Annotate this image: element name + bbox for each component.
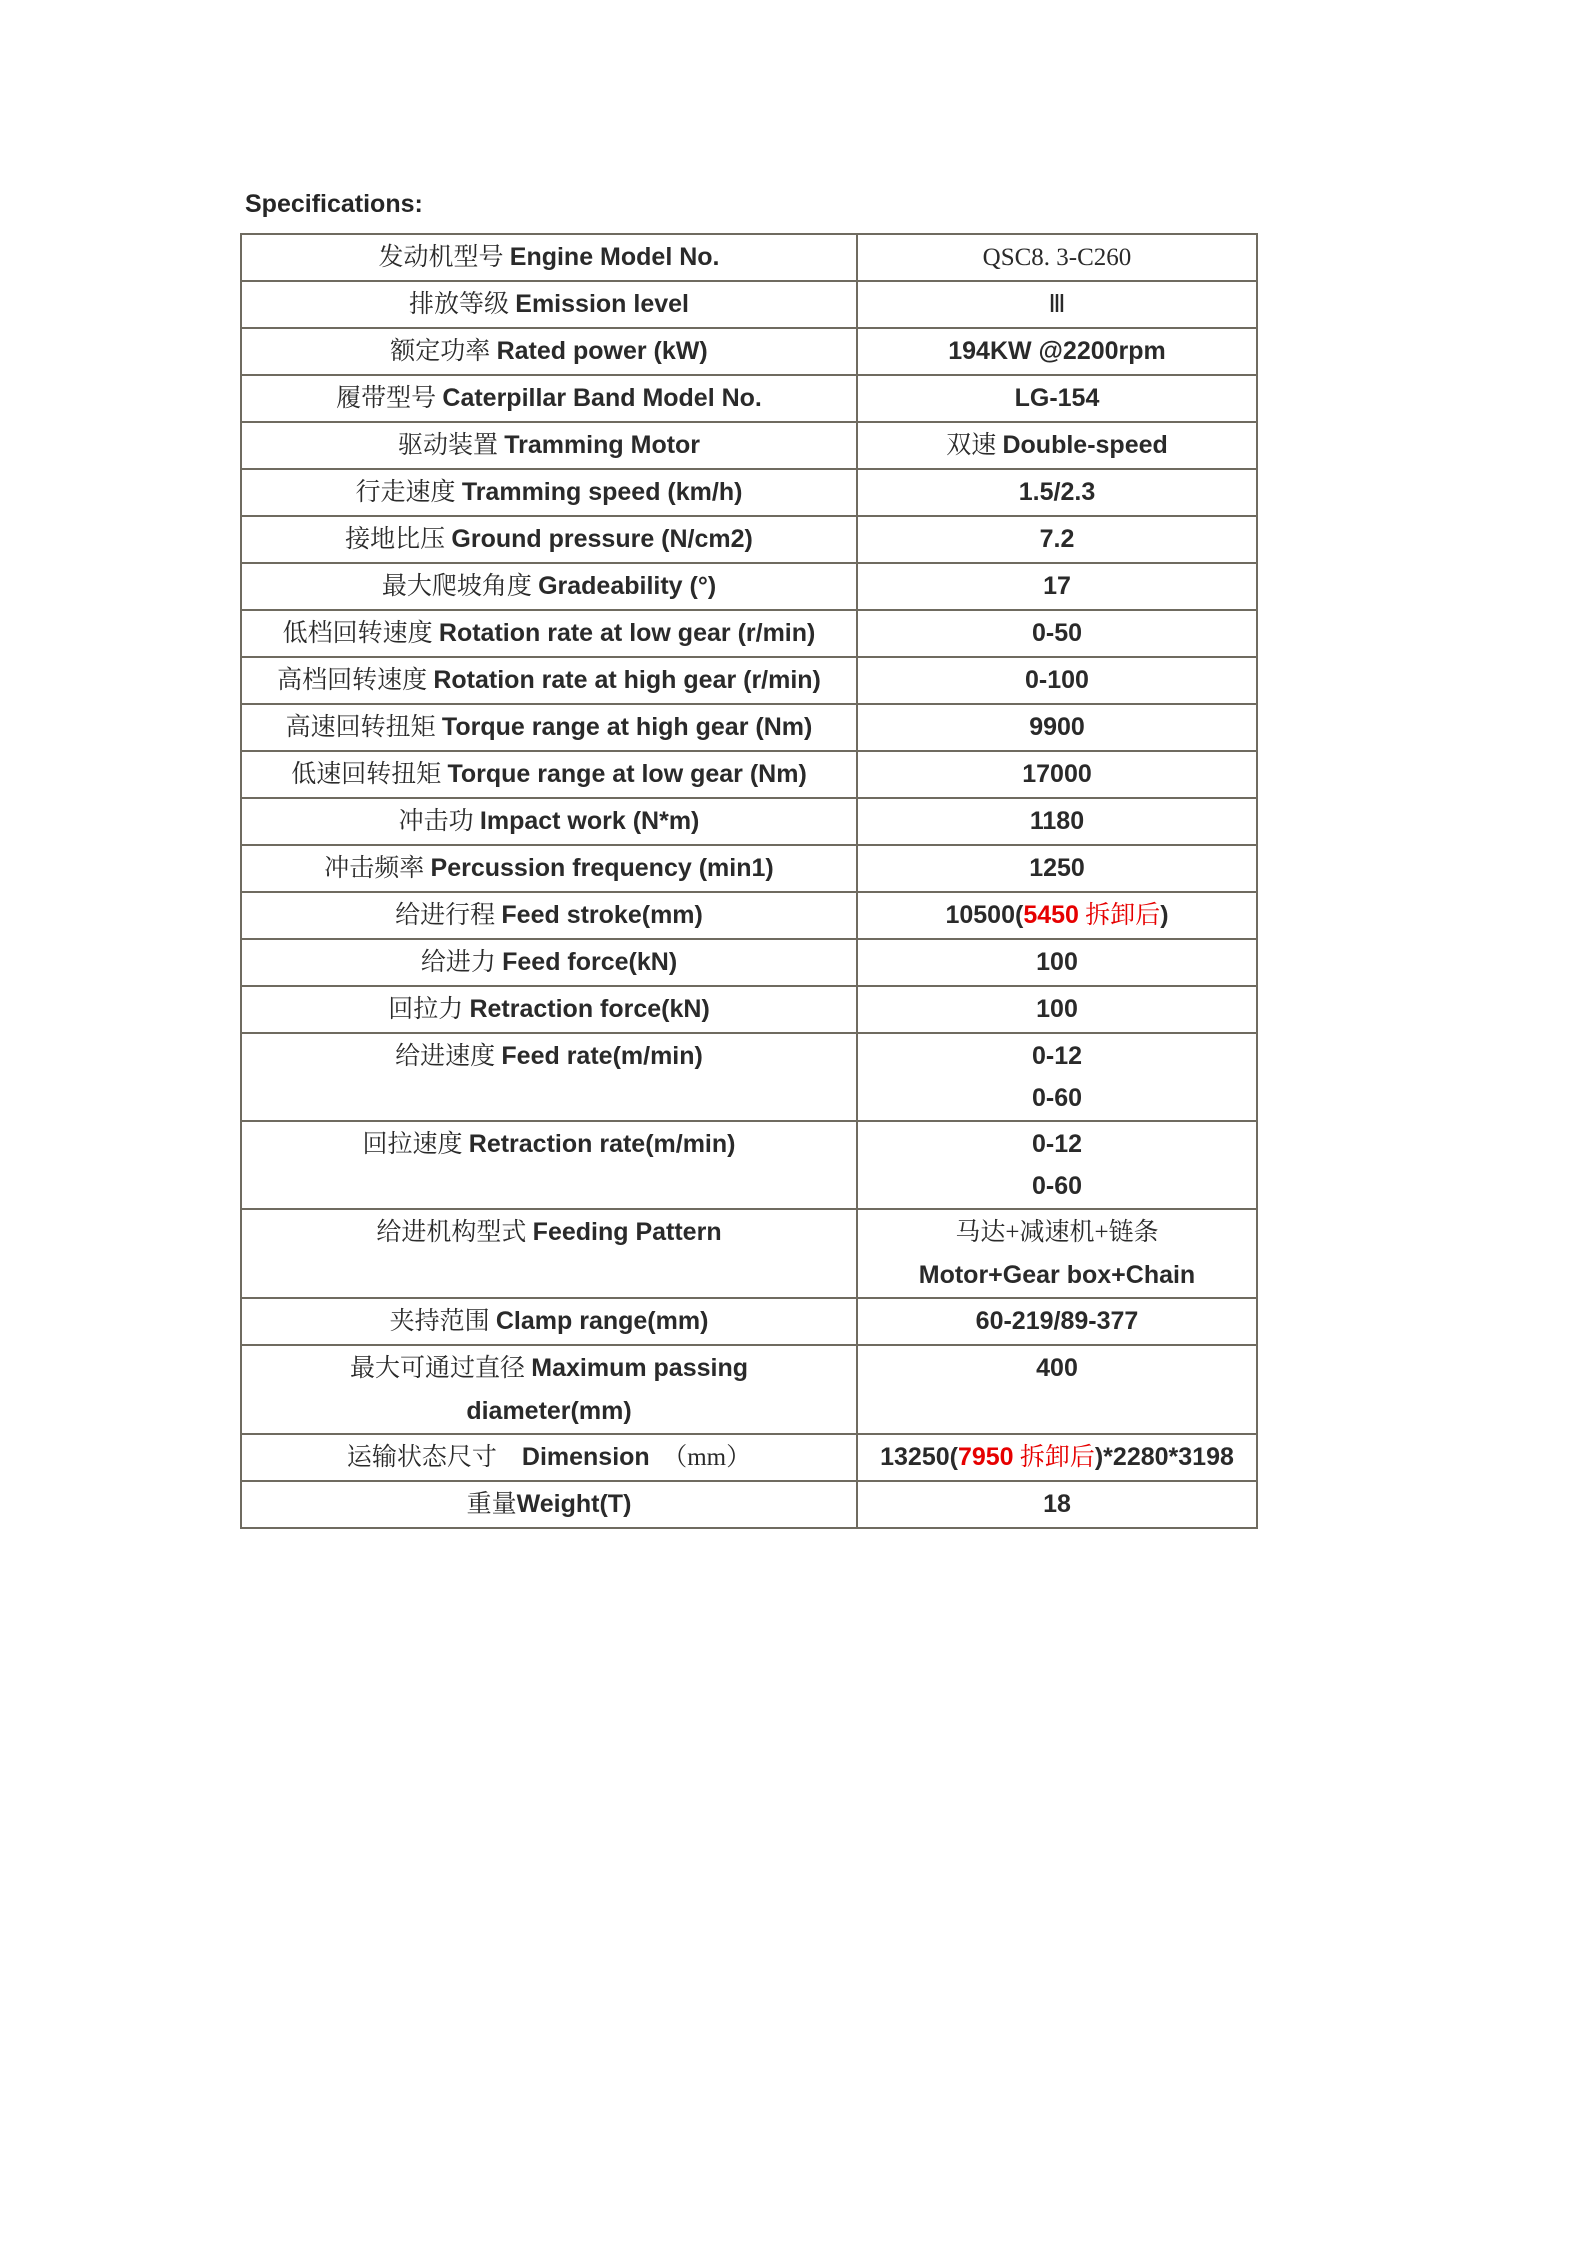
cell-line <box>244 1436 854 1479</box>
text-segment: 高速回转扭矩 <box>285 714 442 741</box>
cell-line <box>860 1300 1254 1342</box>
text-segment: Torque range at high gear (Nm) <box>441 713 813 741</box>
text-segment: Rotation rate at low gear (r/min) <box>438 619 816 647</box>
cell-line <box>860 988 1254 1030</box>
text-segment: 17 <box>1043 572 1071 600</box>
text-segment: Engine Model No. <box>509 243 720 271</box>
cell-line <box>860 424 1254 467</box>
text-segment: 低速回转扭矩 <box>291 761 448 788</box>
text-segment: 100 <box>1036 948 1078 976</box>
text-segment: （mm） <box>649 1444 752 1471</box>
text-segment: Feeding Pattern <box>532 1218 722 1246</box>
cell-line <box>860 1483 1254 1525</box>
cell-line <box>860 1077 1254 1119</box>
spec-value-cell <box>857 1345 1257 1434</box>
table-row <box>241 1121 1257 1209</box>
spec-label-cell <box>241 1209 857 1298</box>
spec-label-cell <box>241 234 857 281</box>
table-row <box>241 563 1257 610</box>
text-segment: Clamp range(mm) <box>495 1307 709 1335</box>
cell-line <box>860 753 1254 795</box>
spec-value-cell <box>857 1481 1257 1528</box>
spec-label-cell <box>241 845 857 892</box>
text-segment: Torque range at low gear (Nm) <box>447 760 807 788</box>
cell-line <box>860 659 1254 701</box>
spec-label-cell <box>241 1033 857 1121</box>
spec-value-cell <box>857 892 1257 939</box>
text-segment: 18 <box>1043 1490 1071 1518</box>
cell-line <box>244 988 854 1031</box>
table-row <box>241 1298 1257 1345</box>
text-segment: 拆卸后 <box>1078 902 1161 929</box>
text-segment: Percussion frequency (min1) <box>430 854 774 882</box>
spec-value-cell <box>857 375 1257 422</box>
text-segment: 回拉力 <box>388 996 470 1023</box>
cell-line <box>860 1436 1254 1479</box>
spec-value-cell <box>857 1434 1257 1481</box>
cell-line <box>860 471 1254 513</box>
text-segment: 夹持范围 <box>389 1308 496 1335</box>
spec-value-cell <box>857 234 1257 281</box>
text-segment: 发动机型号 <box>378 244 510 271</box>
cell-line <box>244 612 854 655</box>
text-segment: Maximum passing <box>531 1354 748 1382</box>
text-segment: 7950 <box>957 1443 1014 1471</box>
spec-table-body <box>241 234 1257 1528</box>
cell-line <box>860 518 1254 560</box>
text-segment: Ground pressure (N/cm2) <box>451 525 753 553</box>
spec-label-cell <box>241 751 857 798</box>
table-row <box>241 469 1257 516</box>
table-row <box>241 422 1257 469</box>
spec-value-cell <box>857 845 1257 892</box>
spec-label-cell <box>241 1481 857 1528</box>
cell-line <box>244 706 854 749</box>
text-segment: 最大可通过直径 <box>350 1355 532 1382</box>
text-segment: Motor+Gear box+Chain <box>918 1261 1196 1289</box>
cell-line <box>244 424 854 467</box>
text-segment: 排放等级 <box>409 291 516 318</box>
text-segment: Tramming Motor <box>504 431 701 459</box>
cell-line <box>244 1211 854 1254</box>
cell-line <box>860 283 1254 326</box>
text-segment: Feed force(kN) <box>502 948 678 976</box>
cell-line <box>244 518 854 561</box>
text-segment: 0-60 <box>1031 1172 1083 1200</box>
spec-value-cell <box>857 1033 1257 1121</box>
text-segment: 1250 <box>1029 854 1085 882</box>
cell-line <box>244 236 854 279</box>
cell-line <box>860 1211 1254 1254</box>
text-segment: ) <box>1160 901 1169 929</box>
text-segment: 60-219/89-377 <box>975 1307 1139 1335</box>
table-row <box>241 375 1257 422</box>
cell-line <box>860 330 1254 372</box>
cell-line <box>244 1347 854 1390</box>
cell-line <box>244 471 854 514</box>
cell-line <box>860 706 1254 748</box>
text-segment: )*2280*3198 <box>1094 1443 1234 1471</box>
cell-line <box>860 941 1254 983</box>
spec-value-cell <box>857 516 1257 563</box>
text-segment: 运输状态尺寸 <box>346 1444 522 1471</box>
cell-line <box>244 565 854 608</box>
text-segment: 回拉速度 <box>362 1131 469 1158</box>
table-row <box>241 798 1257 845</box>
text-segment: 冲击频率 <box>324 855 431 882</box>
spec-value-cell <box>857 1209 1257 1298</box>
cell-line <box>860 1254 1254 1296</box>
cell-line <box>244 283 854 326</box>
table-row <box>241 1345 1257 1434</box>
text-segment: 7.2 <box>1039 525 1075 553</box>
text-segment: 给进力 <box>420 949 503 976</box>
spec-value-cell <box>857 328 1257 375</box>
text-segment: 9900 <box>1029 713 1085 741</box>
cell-line <box>244 659 854 702</box>
text-segment: 1.5/2.3 <box>1018 478 1096 506</box>
text-segment: Impact work (N*m) <box>479 807 700 835</box>
text-segment: 1180 <box>1029 807 1085 835</box>
spec-value-cell <box>857 704 1257 751</box>
text-segment: 双速 <box>946 432 1003 459</box>
text-segment: Retraction rate(m/min) <box>468 1130 736 1158</box>
spec-value-cell <box>857 939 1257 986</box>
cell-line <box>244 800 854 843</box>
text-segment: 驱动装置 <box>397 432 505 459</box>
spec-value-cell <box>857 563 1257 610</box>
table-row <box>241 986 1257 1033</box>
text-segment: 17000 <box>1022 760 1092 788</box>
cell-line <box>244 377 854 420</box>
table-row <box>241 281 1257 328</box>
spec-label-cell <box>241 1345 857 1434</box>
spec-label-cell <box>241 375 857 422</box>
text-segment: Weight(T) <box>516 1490 632 1518</box>
table-row <box>241 328 1257 375</box>
text-segment: Emission level <box>515 290 689 318</box>
spec-label-cell <box>241 469 857 516</box>
text-segment: 13250( <box>880 1443 958 1471</box>
spec-label-cell <box>241 657 857 704</box>
cell-line <box>244 1390 854 1432</box>
text-segment: Caterpillar Band Model No. <box>442 384 762 412</box>
text-segment: Feed rate(m/min) <box>501 1042 703 1070</box>
table-row <box>241 610 1257 657</box>
text-segment: 拆卸后 <box>1013 1444 1095 1471</box>
text-segment: LG-154 <box>1014 384 1100 412</box>
text-segment: 0-100 <box>1025 666 1089 694</box>
text-segment: Ⅲ <box>1048 291 1066 318</box>
table-row <box>241 1481 1257 1528</box>
text-segment: 重量 <box>466 1491 517 1518</box>
text-segment: 0-12 <box>1031 1042 1083 1070</box>
cell-line <box>860 236 1254 279</box>
spec-label-cell <box>241 1298 857 1345</box>
text-segment: Dimension <box>521 1443 650 1471</box>
cell-line <box>860 1347 1254 1389</box>
cell-line <box>244 1035 854 1078</box>
text-segment: 0-60 <box>1031 1084 1083 1112</box>
text-segment: 履带型号 <box>336 385 443 412</box>
specifications-table <box>240 233 1258 1529</box>
table-row <box>241 657 1257 704</box>
spec-value-cell <box>857 657 1257 704</box>
text-segment: 冲击功 <box>398 808 480 835</box>
text-segment: 100 <box>1036 995 1078 1023</box>
text-segment: 最大爬坡角度 <box>381 573 539 600</box>
spec-label-cell <box>241 328 857 375</box>
text-segment: 接地比压 <box>345 526 452 553</box>
page-title: Specifications: <box>245 190 423 218</box>
text-segment: 5450 <box>1023 901 1079 929</box>
cell-line <box>244 847 854 890</box>
cell-line <box>860 894 1254 937</box>
text-segment: diameter(mm) <box>466 1397 632 1425</box>
spec-label-cell <box>241 422 857 469</box>
spec-value-cell <box>857 469 1257 516</box>
cell-line <box>860 565 1254 607</box>
spec-label-cell <box>241 610 857 657</box>
spec-value-cell <box>857 281 1257 328</box>
cell-line <box>860 847 1254 889</box>
spec-label-cell <box>241 1434 857 1481</box>
cell-line <box>860 1165 1254 1207</box>
table-row <box>241 892 1257 939</box>
text-segment: 行走速度 <box>355 479 462 506</box>
cell-line <box>860 1123 1254 1165</box>
text-segment: 高档回转速度 <box>277 667 434 694</box>
cell-line <box>244 753 854 796</box>
spec-label-cell <box>241 704 857 751</box>
text-segment: Double-speed <box>1002 431 1168 459</box>
text-segment: 给进行程 <box>395 902 502 929</box>
text-segment: Retraction force(kN) <box>469 995 710 1023</box>
table-row <box>241 1033 1257 1121</box>
cell-line <box>244 1300 854 1343</box>
table-row <box>241 939 1257 986</box>
spec-value-cell <box>857 986 1257 1033</box>
text-segment: 194KW @2200rpm <box>948 337 1166 365</box>
cell-line <box>244 1483 854 1526</box>
table-row <box>241 234 1257 281</box>
text-segment: Feed stroke(mm) <box>501 901 703 929</box>
text-segment: 额定功率 <box>390 338 497 365</box>
spec-label-cell <box>241 563 857 610</box>
text-segment: Tramming speed (km/h) <box>461 478 743 506</box>
table-row <box>241 845 1257 892</box>
cell-line <box>860 377 1254 419</box>
cell-line <box>860 800 1254 842</box>
text-segment: 低档回转速度 <box>282 620 439 647</box>
cell-line <box>244 330 854 373</box>
cell-line <box>244 941 854 984</box>
spec-label-cell <box>241 1121 857 1209</box>
spec-value-cell <box>857 751 1257 798</box>
text-segment: 0-50 <box>1031 619 1083 647</box>
text-segment: 10500( <box>945 901 1024 929</box>
spec-label-cell <box>241 798 857 845</box>
text-segment: QSC8. 3-C260 <box>982 244 1132 271</box>
text-segment: 马达+减速机+链条 <box>955 1219 1159 1246</box>
spec-label-cell <box>241 892 857 939</box>
spec-label-cell <box>241 516 857 563</box>
spec-value-cell <box>857 1298 1257 1345</box>
spec-value-cell <box>857 1121 1257 1209</box>
spec-label-cell <box>241 281 857 328</box>
spec-value-cell <box>857 798 1257 845</box>
spec-label-cell <box>241 986 857 1033</box>
table-row <box>241 1209 1257 1298</box>
spec-value-cell <box>857 610 1257 657</box>
spec-label-cell <box>241 939 857 986</box>
table-row <box>241 516 1257 563</box>
text-segment: 0-12 <box>1031 1130 1083 1158</box>
text-segment: Rated power (kW) <box>496 337 708 365</box>
text-segment: 400 <box>1036 1354 1078 1382</box>
table-row <box>241 704 1257 751</box>
spec-value-cell <box>857 422 1257 469</box>
text-segment: Gradeability (°) <box>538 572 717 600</box>
table-row <box>241 751 1257 798</box>
cell-line <box>244 1123 854 1166</box>
cell-line <box>244 894 854 937</box>
cell-line <box>860 1035 1254 1077</box>
cell-line <box>860 612 1254 654</box>
text-segment: 给进机构型式 <box>376 1219 533 1246</box>
table-row <box>241 1434 1257 1481</box>
text-segment: 给进速度 <box>395 1043 502 1070</box>
text-segment: Rotation rate at high gear (r/min) <box>433 666 821 694</box>
